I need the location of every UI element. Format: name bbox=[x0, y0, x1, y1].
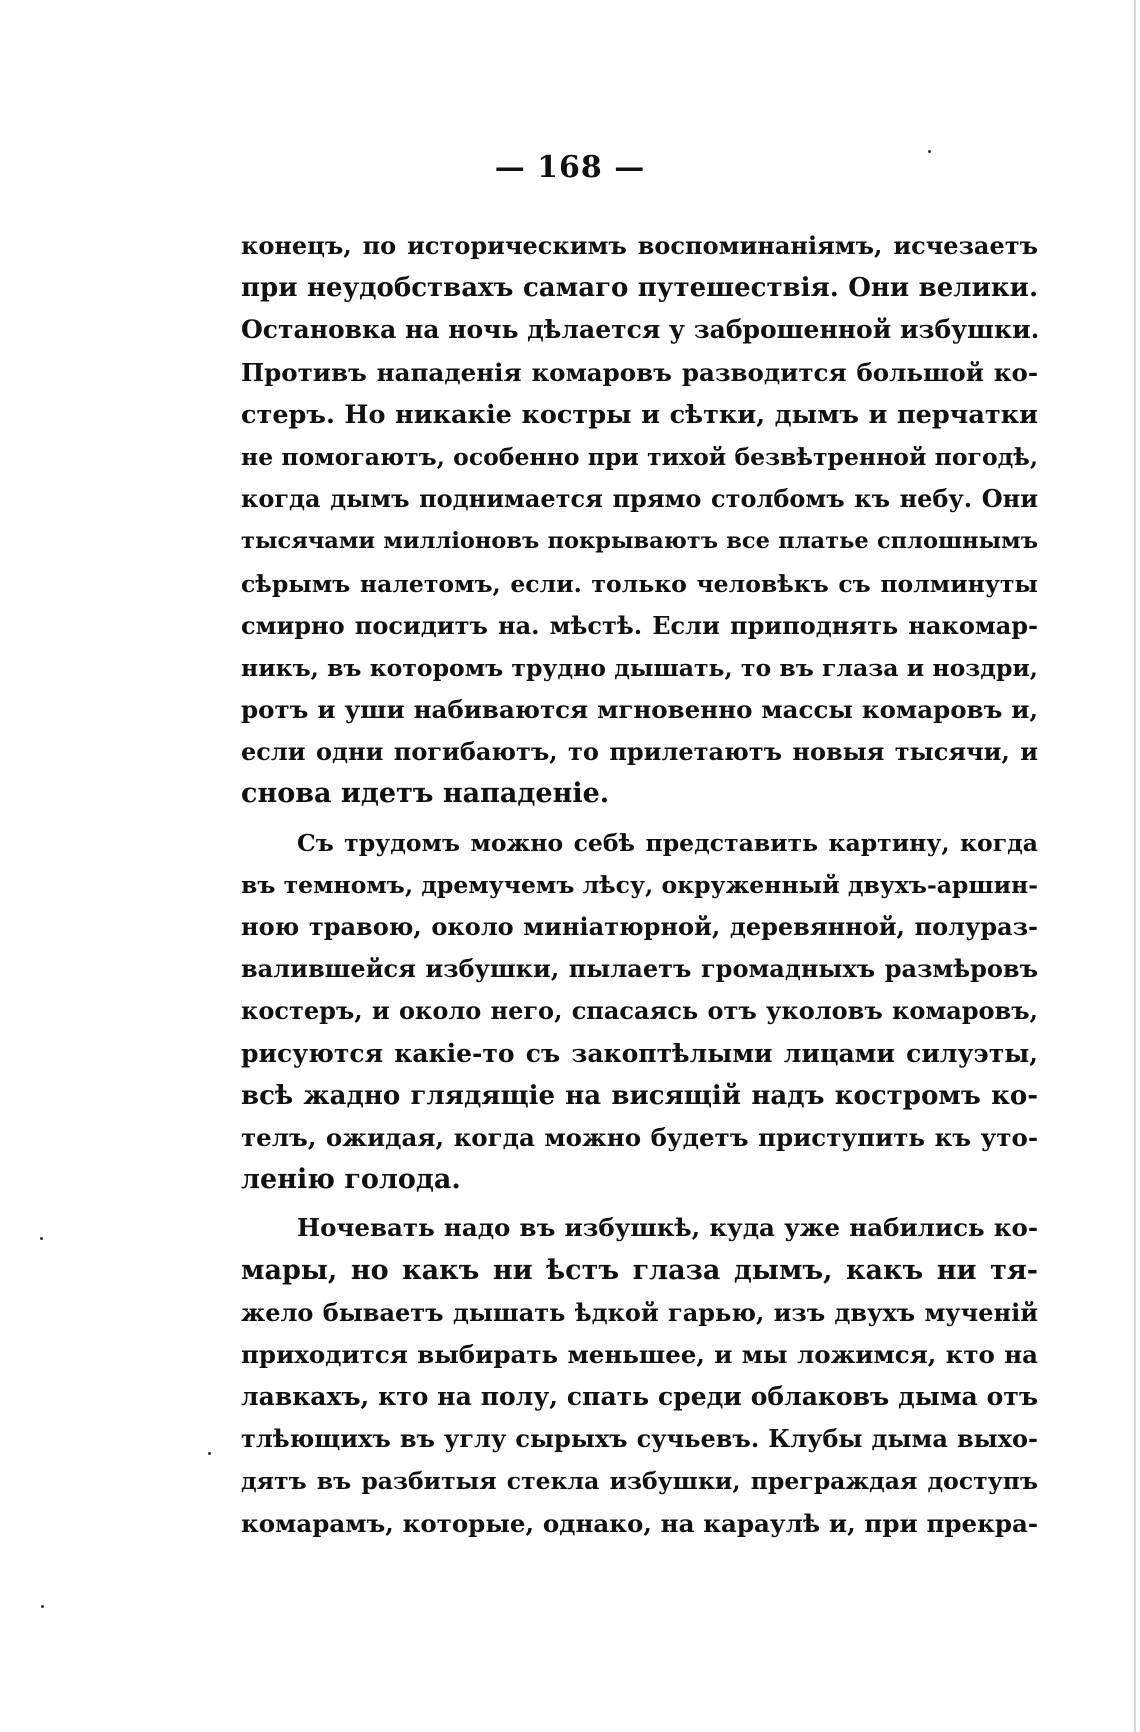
text-line: ною травою, около миніатюрной, деревянной, полураз- bbox=[241, 912, 1038, 941]
scan-speck bbox=[41, 1605, 44, 1608]
text-line: рисуются какіе-то съ закоптѣлыми лицами силуэты, bbox=[241, 1038, 1038, 1068]
text-line: тлѣющихъ въ углу сырыхъ сучьевъ. Клубы дыма выхо- bbox=[241, 1424, 1038, 1454]
scan-speck bbox=[40, 1237, 43, 1240]
text-line: смирно посидитъ на. мѣстѣ. Если приподнять накомар- bbox=[241, 610, 1038, 640]
text-line: Ночевать надо въ избушкѣ, куда уже набились ко- bbox=[297, 1213, 1038, 1243]
paragraph-1 bbox=[241, 225, 1038, 816]
paragraph-2 bbox=[241, 822, 1038, 1202]
text-line: сѣрымъ налетомъ, если. только человѣкъ съ полминуты bbox=[241, 569, 1038, 598]
scan-speck bbox=[208, 1452, 211, 1455]
text-line: тысячами милліоновъ покрываютъ все платье сплошнымъ bbox=[241, 528, 1038, 555]
text-line: валившейся избушки, пылаетъ громадныхъ размѣровъ bbox=[241, 954, 1038, 984]
page-edge-shadow bbox=[1134, 0, 1136, 1732]
text-line: никъ, въ которомъ трудно дышать, то въ глаза и ноздри, bbox=[241, 653, 1038, 682]
text-line: жело бываетъ дышать ѣдкой гарью, изъ двухъ мученій bbox=[241, 1297, 1038, 1327]
text-line: дятъ въ разбитыя стекла избушки, преграждая доступъ bbox=[241, 1467, 1038, 1496]
text-line: не помогаютъ, особенно при тихой безвѣтренной погодѣ, bbox=[241, 442, 1038, 471]
body-text bbox=[241, 225, 1038, 1545]
text-line: комарамъ, которые, однако, на караулѣ и, при прекра- bbox=[241, 1508, 1038, 1538]
text-line: всѣ жадно глядящіе на висящій надъ костромъ ко- bbox=[241, 1080, 1038, 1111]
text-line: лавкахъ, кто на полу, спать среди облаковъ дыма отъ bbox=[241, 1382, 1038, 1412]
text-line: мары, но какъ ни ѣстъ глаза дымъ, какъ ни тя- bbox=[241, 1254, 1038, 1286]
text-line: снова идетъ нападеніе. bbox=[241, 778, 610, 810]
text-line: костеръ, и около него, спасаясь отъ уколовъ комаровъ, bbox=[241, 996, 1038, 1026]
paragraph-3 bbox=[241, 1207, 1038, 1545]
page-number: — 168 — bbox=[494, 150, 646, 185]
text-line: Остановка на ночь дѣлается у заброшенной избушки. bbox=[241, 315, 1040, 345]
text-line: ротъ и уши набиваются мгновенно массы комаровъ и, bbox=[241, 695, 1038, 725]
text-line: Съ трудомъ можно себѣ представить картину, когда bbox=[297, 828, 1038, 857]
text-line: ленію голода. bbox=[241, 1164, 461, 1196]
text-line: Противъ нападенія комаровъ разводится большой ко- bbox=[241, 357, 1038, 387]
text-line: въ темномъ, дремучемъ лѣсу, окруженный двухъ-аршин- bbox=[241, 870, 1038, 899]
text-line: если одни погибаютъ, то прилетаютъ новыя тысячи, и bbox=[241, 737, 1038, 767]
text-line: когда дымъ поднимается прямо столбомъ къ небу. Они bbox=[241, 484, 1038, 514]
text-line: конецъ, по историческимъ воспоминаніямъ, исчезаетъ bbox=[241, 231, 1038, 260]
text-line: приходится выбирать меньшее, и мы ложимся, кто на bbox=[241, 1339, 1038, 1369]
text-line: телъ, ожидая, когда можно будетъ приступить къ уто- bbox=[241, 1122, 1038, 1152]
text-line: при неудобствахъ самаго путешествія. Они велики. bbox=[241, 273, 1038, 304]
scan-speck bbox=[928, 150, 931, 153]
text-line: стеръ. Но никакіе костры и сѣтки, дымъ и перчатки bbox=[241, 399, 1038, 430]
